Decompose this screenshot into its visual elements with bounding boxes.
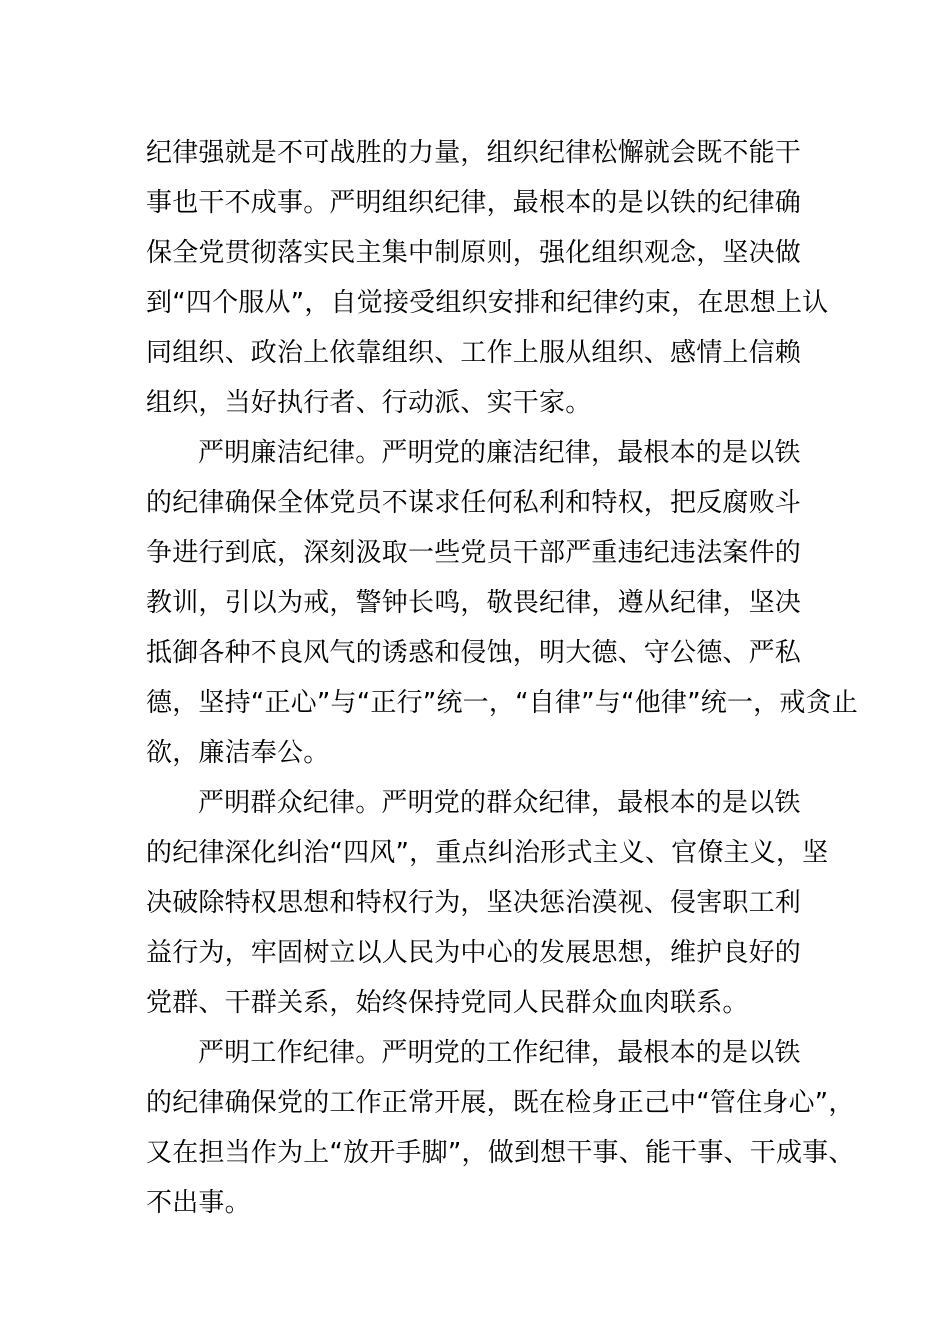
text-line: 党群、干群关系，始终保持党同人民群众血肉联系。 xyxy=(146,988,749,1018)
text-line: 保全党贯彻落实民主集中制原则，强化组织观念，坚决做 xyxy=(146,238,802,268)
text-line: 的纪律深化纠治“四风”，重点纠治形式主义、官僚主义，坚 xyxy=(146,838,829,868)
paragraph-start-line: 严明工作纪律。严明党的工作纪律，最根本的是以铁 xyxy=(198,1038,801,1068)
text-line: 到“四个服从”，自觉接受组织安排和纪律约束，在思想上认 xyxy=(146,288,829,318)
text-line: 德，坚持“正心”与“正行”统一，“自律”与“他律”统一，戒贪止 xyxy=(146,688,858,718)
text-line: 益行为，牢固树立以人民为中心的发展思想，维护良好的 xyxy=(146,938,802,968)
paragraph-start-line: 严明群众纪律。严明党的群众纪律，最根本的是以铁 xyxy=(198,788,801,818)
text-line: 同组织、政治上依靠组织、工作上服从组织、感情上信赖 xyxy=(146,338,802,368)
text-line: 又在担当作为上“放开手脚”，做到想干事、能干事、干成事、 xyxy=(146,1138,855,1168)
text-line: 组织，当好执行者、行动派、实干家。 xyxy=(146,388,592,418)
text-line: 争进行到底，深刻汲取一些党员干部严重违纪违法案件的 xyxy=(146,538,802,568)
text-line: 抵御各种不良风气的诱惑和侵蚀，明大德、守公德、严私 xyxy=(146,638,802,668)
text-line: 事也干不成事。严明组织纪律，最根本的是以铁的纪律确 xyxy=(146,188,802,218)
text-line: 教训，引以为戒，警钟长鸣，敬畏纪律，遵从纪律，坚决 xyxy=(146,588,802,618)
body-text xyxy=(146,128,858,1228)
text-line: 的纪律确保党的工作正常开展，既在检身正己中“管住身心”， xyxy=(146,1088,855,1118)
text-line: 的纪律确保全体党员不谋求任何私利和特权，把反腐败斗 xyxy=(146,488,802,518)
paragraph-start-line: 严明廉洁纪律。严明党的廉洁纪律，最根本的是以铁 xyxy=(198,438,801,468)
text-line: 决破除特权思想和特权行为，坚决惩治漠视、侵害职工利 xyxy=(146,888,802,918)
text-line: 不出事。 xyxy=(146,1188,251,1218)
text-line: 纪律强就是不可战胜的力量，组织纪律松懈就会既不能干 xyxy=(146,138,802,168)
text-line: 欲，廉洁奉公。 xyxy=(146,738,330,768)
